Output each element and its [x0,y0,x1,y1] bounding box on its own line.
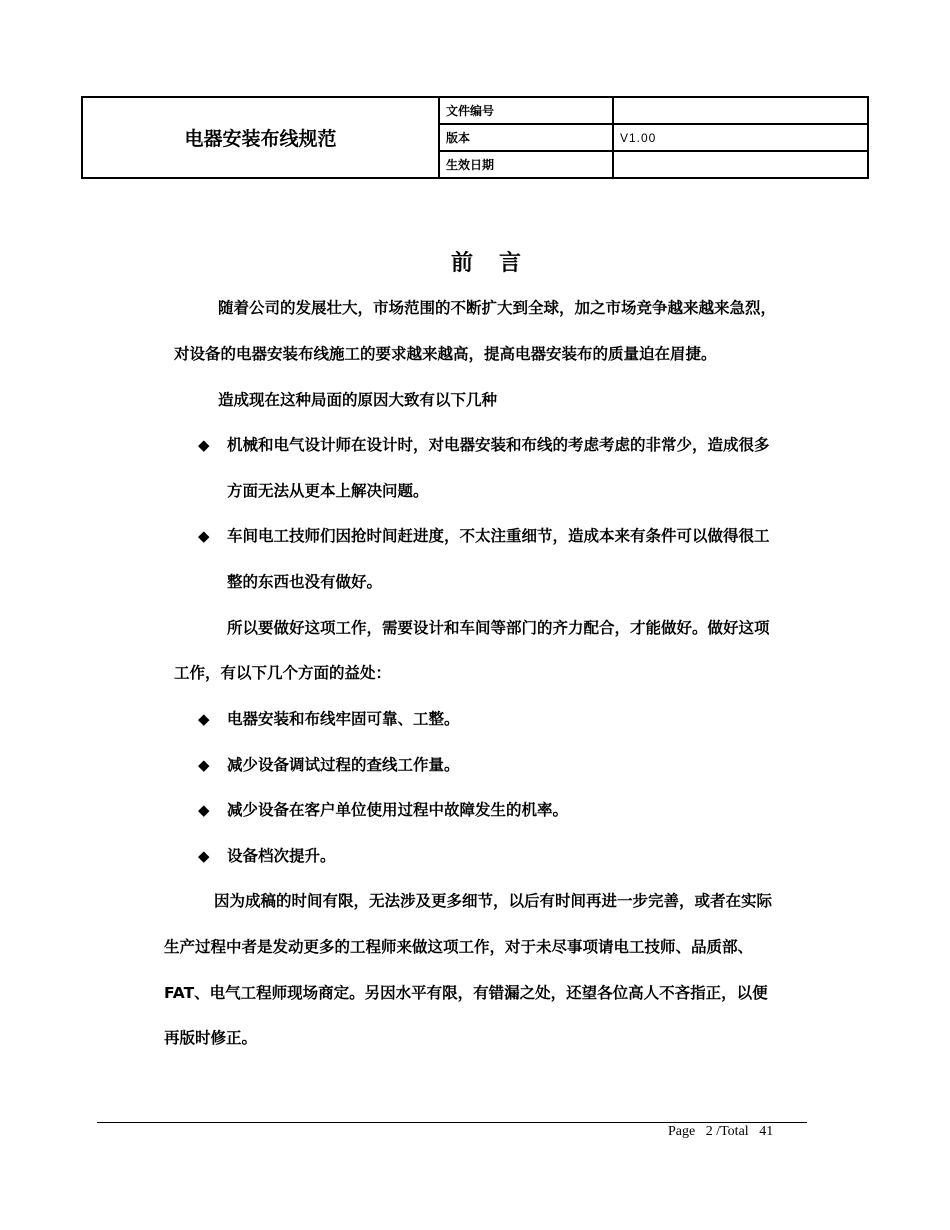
bullet-diamond-icon: ◆ [198,710,210,728]
paragraph-3-line-2: 工作，有以下几个方面的益处： [174,664,392,682]
paragraph-2: 造成现在这种局面的原因大致有以下几种 [218,391,498,409]
effective-date-label: 生效日期 [439,151,613,178]
document-title: 电器安装布线规范 [82,97,439,178]
version-label: 版本 [439,124,613,151]
version-value: V1.00 [613,124,868,151]
benefit-item: 减少设备在客户单位使用过程中故障发生的机率。 [227,801,569,819]
section-heading: 前言 [450,250,547,276]
bullet-diamond-icon: ◆ [198,436,210,454]
bullet-diamond-icon: ◆ [198,801,210,819]
cause-1-line-2: 方面无法从更本上解决问题。 [227,482,429,500]
paragraph-4-line-4: 再版时修正。 [164,1029,258,1047]
paragraph-4-line-3: FAT、电气工程师现场商定。另因水平有限，有错漏之处，还望各位高人不吝指正，以便 [164,984,768,1002]
effective-date-value [613,151,868,178]
paragraph-1-line-1: 随着公司的发展壮大，市场范围的不断扩大到全球，加之市场竞争越来越来急烈， [218,299,777,317]
page-footer [668,1124,773,1140]
doc-number-value [613,97,868,124]
document-header-table [81,96,869,179]
benefit-item: 设备档次提升。 [227,847,336,865]
page-label: Page [668,1124,696,1139]
bullet-diamond-icon: ◆ [198,756,210,774]
paragraph-3-line-1: 所以要做好这项工作，需要设计和车间等部门的齐力配合，才能做好。做好这项 [227,619,770,637]
paragraph-1-line-2: 对设备的电器安装布线施工的要求越来越高，提高电器安装布的质量迫在眉捷。 [174,345,717,363]
footer-divider [97,1122,807,1123]
cause-1-line-1: 机械和电气设计师在设计时，对电器安装和布线的考虑考虑的非常少，造成很多 [227,436,770,454]
total-pages: 41 [759,1124,774,1139]
benefit-item: 电器安装和布线牢固可靠、工整。 [227,710,460,728]
paragraph-4-line-2: 生产过程中者是发动更多的工程师来做这项工作，对于未尽事项请电工技师、品质部、 [164,938,754,956]
bullet-diamond-icon: ◆ [198,527,210,545]
benefit-item: 减少设备调试过程的查线工作量。 [227,756,460,774]
paragraph-4-line-1: 因为成稿的时间有限，无法涉及更多细节，以后有时间再进一步完善，或者在实际 [214,892,773,910]
cause-2-line-2: 整的东西也没有做好。 [227,573,383,591]
bullet-diamond-icon: ◆ [198,847,210,865]
doc-number-label: 文件编号 [439,97,613,124]
cause-2-line-1: 车间电工技师们因抢时间赶进度，不太注重细节，造成本来有条件可以做得很工 [227,527,770,545]
page-number: 2 [705,1124,713,1139]
total-label: /Total [716,1124,749,1139]
